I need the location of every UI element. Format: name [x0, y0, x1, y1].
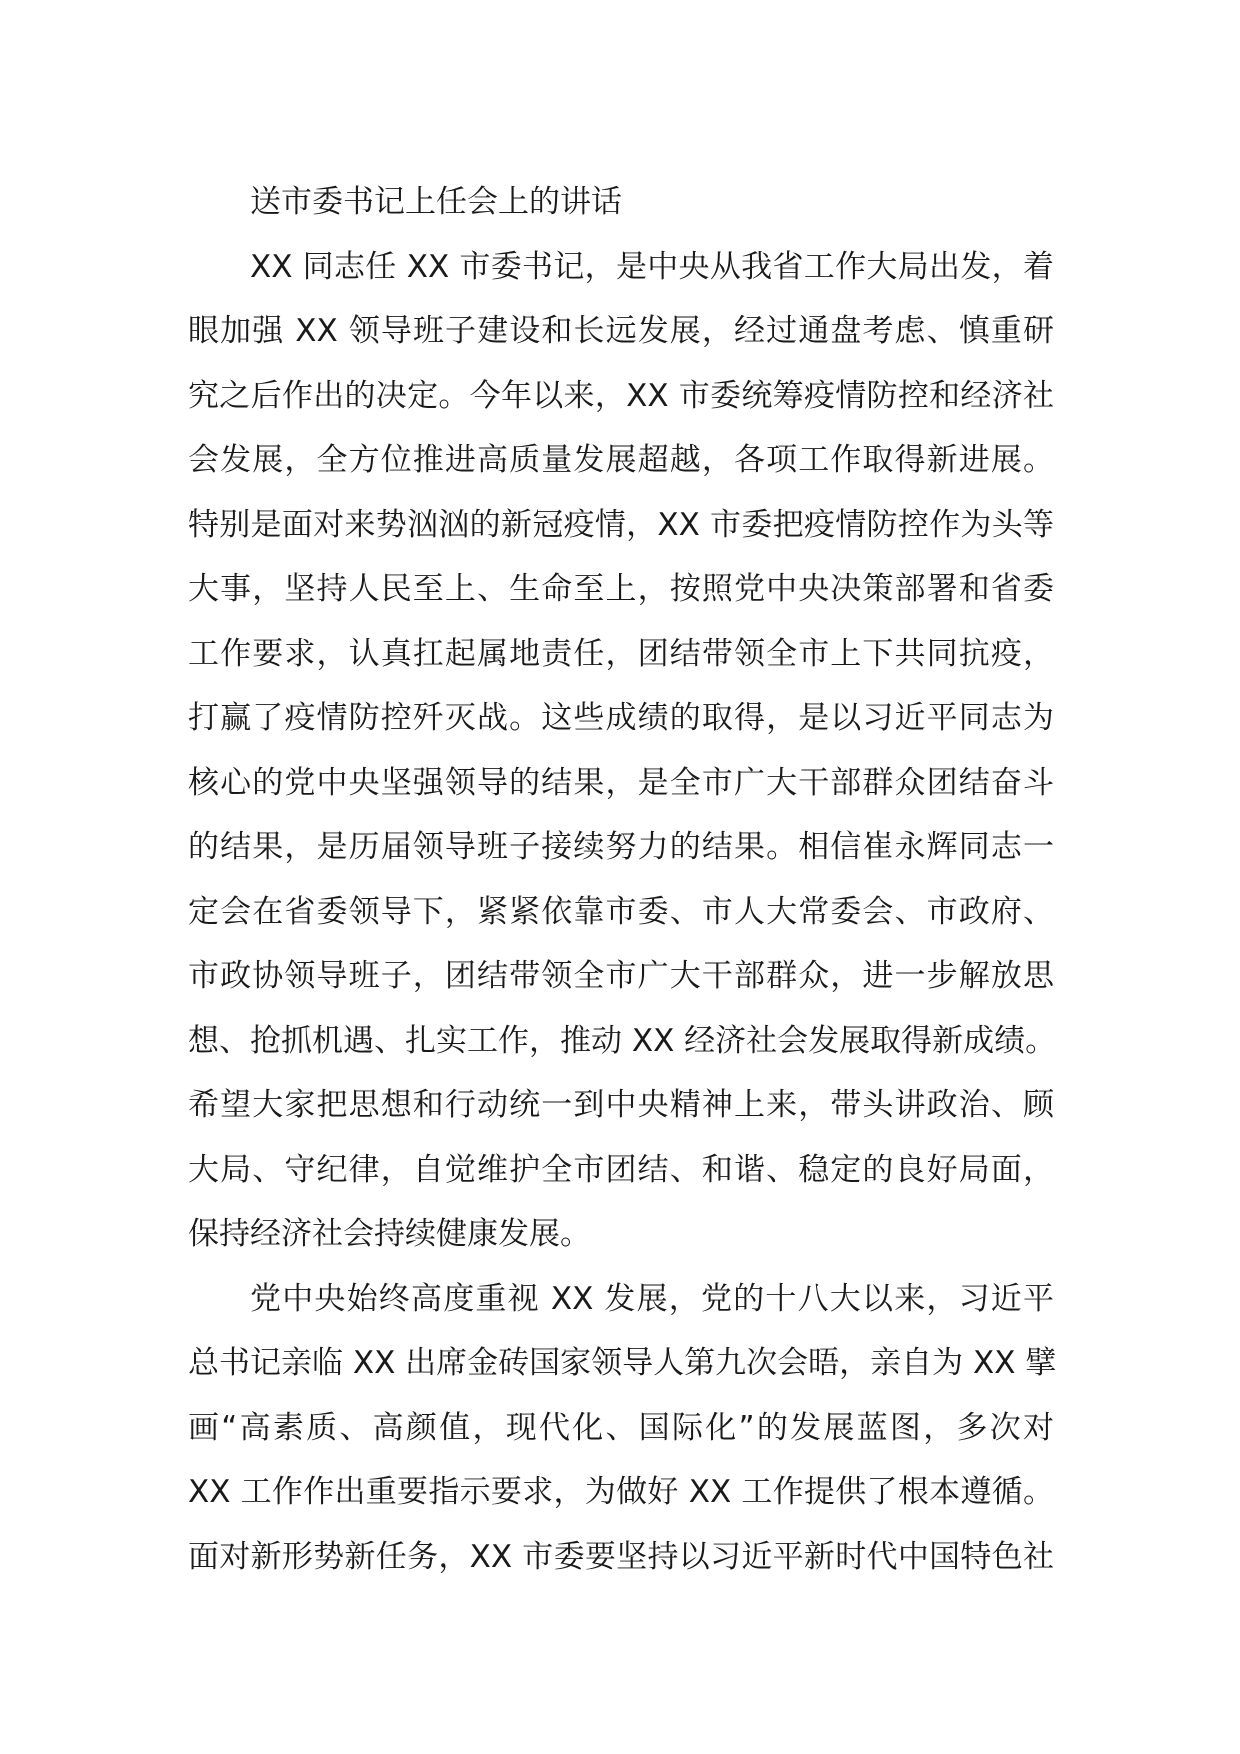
paragraph-line: 定会在省委领导下，紧紧依靠市委、市人大常委会、市政府、 — [188, 893, 1054, 930]
paragraph-line: 究之后作出的决定。今年以来，XX 市委统筹疫情防控和经济社 — [188, 377, 1054, 414]
paragraph-line: 总书记亲临 XX 出席金砖国家领导人第九次会晤，亲自为 XX 擘 — [188, 1345, 1057, 1381]
paragraph-line: 党中央始终高度重视 XX 发展，党的十八大以来，习近平 — [250, 1280, 1054, 1317]
document-title: 送市委书记上任会上的讲话 — [250, 184, 622, 220]
paragraph-line: 画“高素质、高颜值，现代化、国际化”的发展蓝图，多次对 — [188, 1409, 1054, 1446]
paragraph-line: 的结果，是历届领导班子接续努力的结果。相信崔永辉同志一 — [188, 829, 1054, 865]
paragraph-line: 想、抢抓机遇、扎实工作，推动 XX 经济社会发展取得新成绩。 — [188, 1022, 1057, 1059]
paragraph-1 — [188, 235, 1057, 1267]
paragraph-line: 面对新形势新任务，XX 市委要坚持以习近平新时代中国特色社 — [188, 1538, 1054, 1575]
paragraph-line: XX 同志任 XX 市委书记，是中央从我省工作大局出发，着 — [250, 248, 1054, 285]
paragraph-2 — [188, 1267, 1057, 1590]
paragraph-line: XX 工作作出重要指示要求，为做好 XX 工作提供了根本遵循。 — [188, 1474, 1054, 1510]
paragraph-line: 会发展，全方位推进高质量发展超越，各项工作取得新进展。 — [188, 442, 1054, 478]
paragraph-line: 打赢了疫情防控歼灭战。这些成绩的取得，是以习近平同志为 — [188, 700, 1054, 736]
paragraph-line: 保持经济社会持续健康发展。 — [188, 1216, 591, 1252]
paragraph-line: 大局、守纪律，自觉维护全市团结、和谐、稳定的良好局面， — [188, 1151, 1054, 1188]
document-body — [188, 170, 1057, 1589]
paragraph-line: 大事，坚持人民至上、生命至上，按照党中央决策部署和省委 — [188, 571, 1054, 607]
paragraph-line: 希望大家把思想和行动统一到中央精神上来，带头讲政治、顾 — [188, 1087, 1054, 1123]
paragraph-line: 特别是面对来势汹汹的新冠疫情，XX 市委把疫情防控作为头等 — [188, 506, 1054, 543]
paragraph-line: 核心的党中央坚强领导的结果，是全市广大干部群众团结奋斗 — [188, 764, 1054, 801]
paragraph-line: 市政协领导班子，团结带领全市广大干部群众，进一步解放思 — [188, 958, 1054, 994]
paragraph-line: 工作要求，认真扛起属地责任，团结带领全市上下共同抗疫， — [188, 635, 1054, 672]
paragraph-line: 眼加强 XX 领导班子建设和长远发展，经过通盘考虑、慎重研 — [188, 313, 1054, 349]
